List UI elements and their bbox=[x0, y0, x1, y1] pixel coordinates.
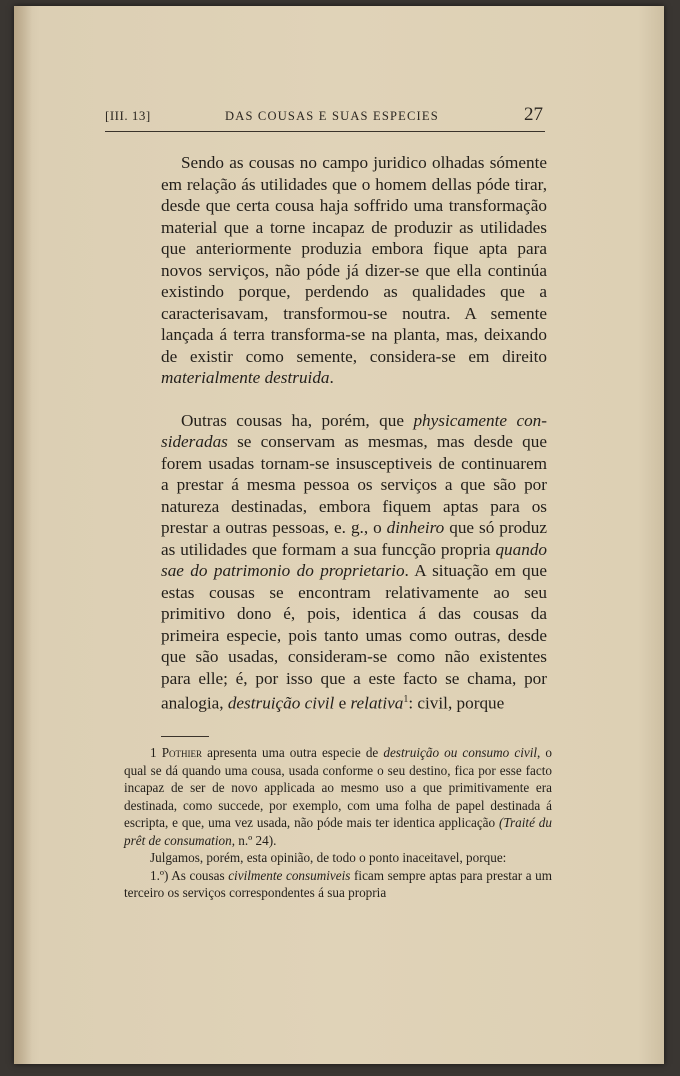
header-section-ref: [III. 13] bbox=[105, 108, 151, 123]
italic-run: dinheiro bbox=[386, 518, 445, 537]
italic-run: destruição ou consumo civil bbox=[383, 745, 538, 760]
book-page bbox=[14, 6, 664, 1064]
footnote-paragraph-3: 1.º) As cousas civilmente consumiveis ficam sempre aptas para prestar a um terceiro os serviços correspondentes á sua propria bbox=[124, 867, 552, 900]
footnotes bbox=[124, 744, 552, 902]
italic-run: materialmente destruida bbox=[161, 368, 330, 387]
footnote-1: 1 Pothier apresenta uma outra especie de destruição ou consumo civil, o qual se dá quando uma cousa, usada conforme o seu destino, fica por esse facto incapaz de ser de novo applicada ao mesmo uso a que primitivamente era destinada, como succede, por exemplo, com uma folha de papel destinada á escripta, e que, uma vez usada, não póde mais ter identica applicação (Traité du prêt de consumation, n.º 24). bbox=[124, 745, 553, 848]
italic-run: (Traité du prêt de consumation bbox=[124, 815, 552, 848]
header-title: DAS COUSAS E SUAS ESPECIES bbox=[225, 109, 439, 123]
page-binding-shadow bbox=[14, 6, 32, 1064]
small-caps-run: Pothier bbox=[161, 745, 203, 760]
header-rule bbox=[105, 131, 545, 132]
running-header bbox=[105, 104, 545, 128]
italic-run: destruição civil bbox=[227, 693, 335, 713]
page-number: 27 bbox=[524, 104, 543, 125]
paragraph-2: Outras cousas ha, porém, que physicamente consideradas se conservam as mesmas, mas desde que forem usadas tornam-se insusceptiveis de continuarem a prestar á mesma pessoa os serviços a que são por natureza destinadas, embora fiquem aptas para os prestar a outras pessoas, e. g., o dinheiro que só produz as utilidades que formam a sua funcção propria quando sae do patrimonio do proprietario. A situação em que estas cousas se encontram relativamente ao seu primitivo dono é, pois, identica á das cousas da primeira especie, pois tanto umas como outras, desde que são usadas, consideram-se como não existentes para elle; é, por isso que a este facto se chama, por analogia, destruição civil e relativa$^1$: civil, porque bbox=[161, 410, 547, 713]
paragraph-1: Sendo as cousas no campo juridico olhadas sómente em relação ás utilidades que o homem dellas póde tirar, desde que certa cousa haja soffrido uma transformação material que a torne incapaz de produzir as utilidades que anteriormente produzia embora fique apta para novos serviços, não póde já dizer-se que ella continúa existindo porque, perdendo as qualidades que a caracterisavam, transformou-se noutra. A semente lançada á terra transforma-se na planta, mas, deixando de existir como semente, considera-se em direito materialmente destruida. bbox=[161, 153, 547, 387]
italic-run: quando sae do patrimonio do proprietario bbox=[161, 539, 547, 580]
footnote-marker: 1 bbox=[403, 694, 409, 705]
italic-run: civilmente consumiveis bbox=[228, 867, 351, 883]
italic-run: physicamente consideradas bbox=[161, 410, 547, 451]
main-text bbox=[161, 152, 547, 714]
footnote-rule bbox=[161, 736, 209, 737]
italic-run: relativa bbox=[350, 693, 404, 713]
footnote-paragraph-2: Julgamos, porém, esta opinião, de todo o ponto inaceitavel, porque: bbox=[150, 850, 507, 865]
